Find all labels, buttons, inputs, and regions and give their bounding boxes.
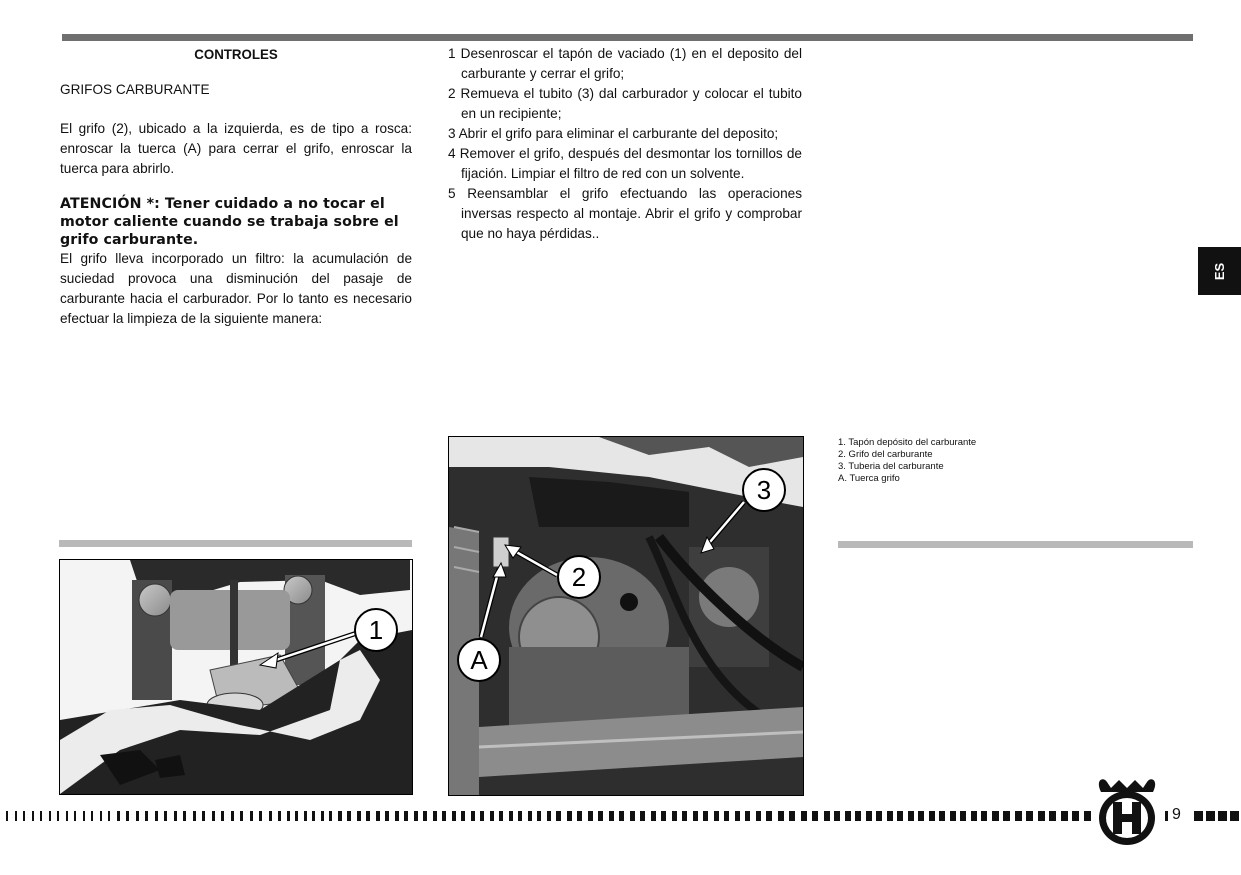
footer-tick	[960, 811, 966, 821]
footer-tick	[609, 811, 614, 821]
filter-paragraph: El grifo lleva incorporado un filtro: la acumulación de suciedad provoca una disminución del pasaje de carburante hacia el carburador. Por lo tanto es necesario efectuar la limpieza de la siguiente manera:	[60, 251, 412, 326]
footer-tick	[183, 811, 186, 821]
page-number-tick	[1164, 810, 1170, 824]
footer-tick	[509, 811, 513, 821]
footer-tick	[598, 811, 603, 821]
footer-tick	[950, 811, 956, 821]
caption-item: 2. Grifo del carburante	[838, 449, 933, 460]
footer-tick	[278, 811, 281, 821]
page-number: 9	[1172, 806, 1181, 823]
figure-captions	[838, 437, 976, 485]
footer-tick	[433, 811, 437, 821]
footer-tick	[672, 811, 677, 821]
footer-tick	[287, 811, 290, 821]
footer-tick	[202, 811, 205, 821]
footer-tick	[789, 811, 795, 821]
footer-tick	[661, 811, 666, 821]
footer-tick	[49, 811, 51, 821]
footer-tick	[357, 811, 361, 821]
intro-paragraph: El grifo (2), ubicado a la izquierda, es de tipo a rosca: enroscar la tuerca (A) para cerrar el grifo, enroscar la tuerca para abrirlo.	[60, 121, 412, 176]
footer-tick	[981, 811, 987, 821]
step-item: 3 Abrir el grifo para eliminar el carburante del deposito;	[448, 126, 779, 141]
fuel-tap-engine-photo	[448, 436, 804, 796]
footer-tick	[766, 811, 772, 821]
footer-tick	[588, 811, 593, 821]
footer-tick	[57, 811, 59, 821]
footer-tick	[15, 811, 17, 821]
footer-tick	[126, 811, 129, 821]
footer-tick	[174, 811, 177, 821]
footer-tick	[193, 811, 196, 821]
footer-tick	[164, 811, 167, 821]
footer-tick	[321, 811, 324, 821]
language-tab-label: ES	[1212, 262, 1227, 280]
warning-text: ATENCIÓN *: Tener cuidado a no tocar el motor caliente cuando se trabaja sobre el grifo carburante.	[60, 196, 399, 248]
footer-tick	[259, 811, 262, 821]
footer-tick	[250, 811, 253, 821]
footer-tick	[461, 811, 465, 821]
footer-tick	[812, 811, 818, 821]
footer-tick	[145, 811, 148, 821]
footer-tick	[66, 811, 68, 821]
footer-tick	[992, 811, 999, 821]
step-item: 5 Reensamblar el grifo efectuando las operaciones inversas respecto al montaje. Abrir el grifo y comprobar que no haya pérdidas..	[448, 186, 802, 241]
footer-tick	[366, 811, 370, 821]
footer-tick	[908, 811, 914, 821]
footer-tick	[682, 811, 687, 821]
footer-tick	[693, 811, 698, 821]
footer-tick	[876, 811, 882, 821]
footer-tick	[1061, 811, 1068, 821]
footer-tick	[1015, 811, 1022, 821]
footer-tick	[577, 811, 582, 821]
footer-tick	[845, 811, 851, 821]
footer-tick	[1003, 811, 1010, 821]
middle-column	[448, 44, 802, 244]
footer-tick	[480, 811, 484, 821]
footer-tick	[155, 811, 158, 821]
footer-tick	[630, 811, 635, 821]
footer-tick	[1026, 811, 1033, 821]
step-item: 2 Remueva el tubito (3) dal carburador y colocar el tubito en un recipiente;	[448, 86, 802, 121]
footer-tick	[414, 811, 418, 821]
footer-tick	[1072, 811, 1079, 821]
footer-tick	[939, 811, 945, 821]
footer-tick	[1049, 811, 1056, 821]
footer-tick	[703, 811, 708, 821]
footer-tick	[423, 811, 427, 821]
footer-tick	[756, 811, 761, 821]
footer-tick	[471, 811, 475, 821]
footer-tick	[834, 811, 840, 821]
step-item: 4 Remover el grifo, después del desmontar los tornillos de fijación. Limpiar el filtro de red con un solvente.	[448, 146, 802, 181]
left-figure-bar	[59, 540, 412, 547]
footer-tick	[724, 811, 729, 821]
footer-tick	[1038, 811, 1045, 821]
footer-tick	[855, 811, 861, 821]
caption-item: A. Tuerca grifo	[838, 473, 900, 484]
footer-tick	[918, 811, 924, 821]
footer-tick	[6, 811, 8, 821]
language-tab	[1198, 247, 1241, 295]
footer-tick	[619, 811, 624, 821]
callout-label: 3	[756, 475, 772, 505]
husqvarna-crown-logo-icon	[1093, 774, 1161, 846]
footer-tick	[824, 811, 830, 821]
footer-tick	[929, 811, 935, 821]
footer-tick	[108, 811, 110, 821]
footer-tick	[40, 811, 42, 821]
footer-tick	[537, 811, 541, 821]
footer-tick	[897, 811, 903, 821]
footer-tick	[117, 811, 120, 821]
callout-label: 2	[571, 562, 587, 592]
footer-tick	[136, 811, 139, 821]
footer-tick	[329, 811, 332, 821]
footer-tick	[221, 811, 224, 821]
footer-right-ticks	[1194, 810, 1241, 824]
footer-tick	[347, 811, 351, 821]
footer-tick	[735, 811, 740, 821]
subheading: GRIFOS CARBURANTE	[60, 82, 210, 97]
footer-tick	[528, 811, 532, 821]
footer-tick	[801, 811, 807, 821]
section-heading: CONTROLES	[194, 46, 278, 62]
footer-tick	[887, 811, 893, 821]
footer-tick	[490, 811, 494, 821]
fuel-tank-cap-photo	[59, 559, 413, 795]
footer-tick	[231, 811, 234, 821]
footer-tick	[1084, 811, 1091, 821]
callout-label: A	[470, 645, 488, 675]
footer-tick	[404, 811, 408, 821]
footer-tick	[567, 811, 572, 821]
footer-tick	[714, 811, 719, 821]
footer-tick	[32, 811, 34, 821]
footer-tick	[338, 811, 342, 821]
footer-tick	[745, 811, 750, 821]
footer-tick	[971, 811, 977, 821]
caption-item: 3. Tuberia del carburante	[838, 461, 944, 472]
footer-tick	[499, 811, 503, 821]
footer-tick	[212, 811, 215, 821]
footer-tick	[385, 811, 389, 821]
footer-tick	[452, 811, 456, 821]
footer-tick	[83, 811, 85, 821]
footer-tick	[312, 811, 315, 821]
callout-label: 1	[368, 615, 384, 645]
footer-tick	[240, 811, 243, 821]
footer-tick	[866, 811, 872, 821]
footer-tick	[556, 811, 561, 821]
top-rule	[62, 34, 1193, 41]
footer-tick	[295, 811, 298, 821]
footer-tick	[547, 811, 551, 821]
footer-tick	[442, 811, 446, 821]
procedure-steps	[448, 44, 802, 244]
footer-tick	[640, 811, 645, 821]
footer-tick	[100, 811, 102, 821]
footer-tick-bar	[6, 810, 1096, 824]
footer-tick	[74, 811, 76, 821]
right-caption-bar	[838, 541, 1193, 548]
footer-tick	[778, 811, 784, 821]
left-column	[60, 44, 412, 329]
footer-tick	[376, 811, 380, 821]
step-item: 1 Desenroscar el tapón de vaciado (1) en el deposito del carburante y cerrar el grifo;	[448, 46, 802, 81]
caption-item: 1. Tapón depósito del carburante	[838, 437, 977, 448]
footer-tick	[269, 811, 272, 821]
footer-tick	[395, 811, 399, 821]
footer-tick	[23, 811, 25, 821]
footer-tick	[651, 811, 656, 821]
footer-tick	[304, 811, 307, 821]
footer-tick	[518, 811, 522, 821]
footer-tick	[91, 811, 93, 821]
